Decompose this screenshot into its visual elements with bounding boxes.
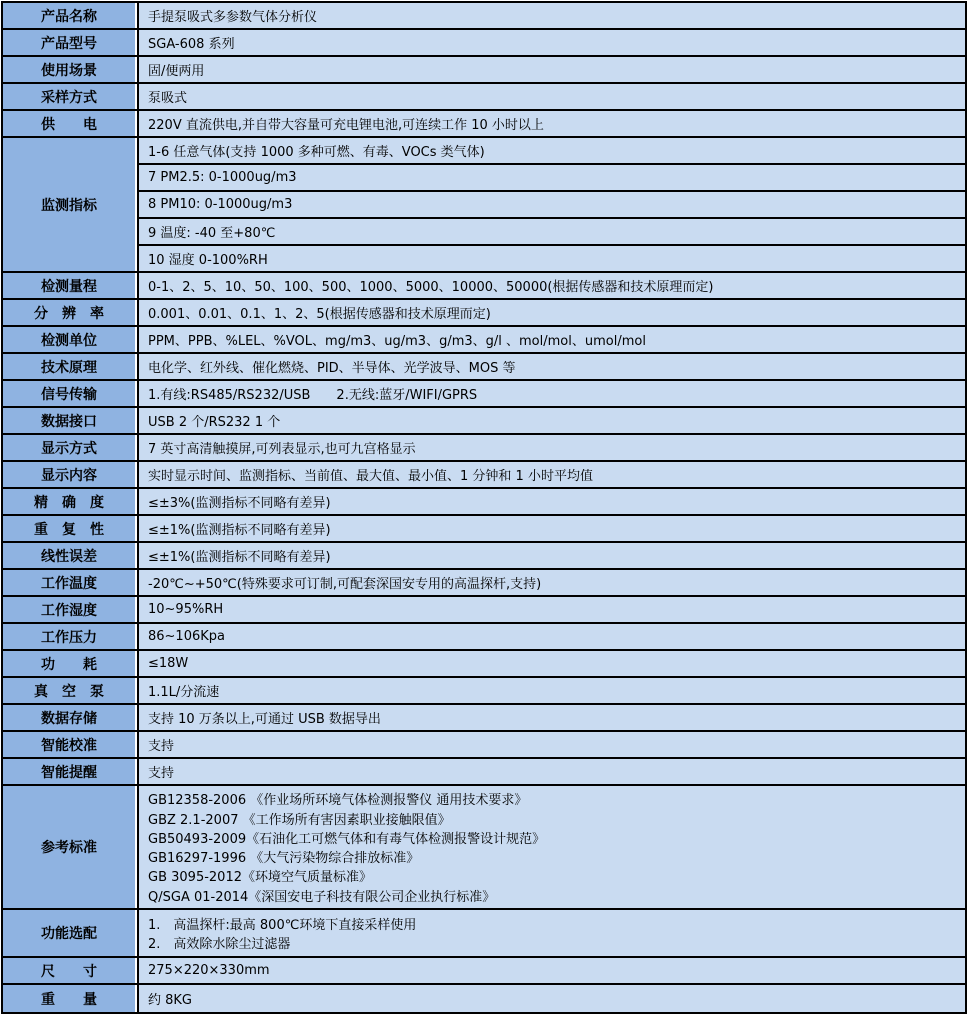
row-value: 支持 10 万条以上,可通过 USB 数据导出 <box>139 705 965 730</box>
row-label: 功能选配 <box>3 910 139 956</box>
row-value-line: GB50493-2009《石油化工可燃气体和有毒气体检测报警设计规范》 <box>148 831 546 847</box>
row-label: 检测单位 <box>3 327 139 352</box>
row-value: 7 英寸高清触摸屏,可列表显示,也可九宫格显示 <box>139 435 965 460</box>
row-label: 尺 寸 <box>3 958 139 983</box>
spec-row-signal-transmission <box>3 381 965 408</box>
row-label: 供 电 <box>3 111 139 136</box>
row-value: 泵吸式 <box>139 84 965 109</box>
row-label: 技术原理 <box>3 354 139 379</box>
row-label: 参考标准 <box>3 786 139 908</box>
row-value: 1.1L/分流速 <box>139 678 965 703</box>
row-label: 工作压力 <box>3 624 139 649</box>
row-value: SGA-608 系列 <box>139 30 965 55</box>
row-label: 重 量 <box>3 985 139 1012</box>
spec-row-accuracy <box>3 489 965 516</box>
spec-row-power-consumption <box>3 651 965 678</box>
row-label: 分 辨 率 <box>3 300 139 325</box>
row-value-line: GB16297-1996 《大气污染物综合排放标准》 <box>148 851 420 867</box>
spec-row-vacuum-pump <box>3 678 965 705</box>
row-value: 220V 直流供电,并自带大容量可充电锂电池,可连续工作 10 小时以上 <box>139 111 965 136</box>
row-label: 工作湿度 <box>3 597 139 622</box>
row-label: 功 耗 <box>3 651 139 676</box>
spec-row-smart-reminder <box>3 759 965 786</box>
row-value: 10~95%RH <box>139 597 965 622</box>
row-label: 重 复 性 <box>3 516 139 541</box>
row-label: 产品名称 <box>3 3 139 28</box>
row-label: 采样方式 <box>3 84 139 109</box>
row-value: ≤±1%(监测指标不同略有差异) <box>139 516 965 541</box>
row-value-lines <box>139 910 965 956</box>
spec-row-display-mode <box>3 435 965 462</box>
row-value-line: 2. 高效除水除尘过滤器 <box>148 937 291 953</box>
row-value-line: 10 湿度 0-100%RH <box>139 246 965 271</box>
row-value-line: 9 温度: -40 至+80℃ <box>139 219 965 246</box>
row-value-line: 8 PM10: 0-1000ug/m3 <box>139 192 965 219</box>
spec-row-product-name <box>3 3 965 30</box>
row-value-line: GB 3095-2012《环境空气质量标准》 <box>148 870 372 886</box>
row-value: -20℃~+50℃(特殊要求可订制,可配套深国安专用的高温探杆,支持) <box>139 570 965 595</box>
row-value-lines <box>139 786 965 908</box>
row-label: 信号传输 <box>3 381 139 406</box>
row-value: ≤18W <box>139 651 965 676</box>
row-value: 支持 <box>139 759 965 784</box>
row-label: 显示内容 <box>3 462 139 487</box>
row-label: 数据存储 <box>3 705 139 730</box>
row-value: 86~106Kpa <box>139 624 965 649</box>
spec-row-reference-standards <box>3 786 965 910</box>
row-value: PPM、PPB、%LEL、%VOL、mg/m3、ug/m3、g/m3、g/l 、mol/mol、umol/mol <box>139 327 965 352</box>
row-value: ≤±1%(监测指标不同略有差异) <box>139 543 965 568</box>
spec-row-linearity-error <box>3 543 965 570</box>
row-value-line: GBZ 2.1-2007 《工作场所有害因素职业接触限值》 <box>148 812 451 828</box>
row-value: 0-1、2、5、10、50、100、500、1000、5000、10000、50000(根据传感器和技术原理而定) <box>139 273 965 298</box>
row-value-line: 7 PM2.5: 0-1000ug/m3 <box>139 165 965 192</box>
spec-row-detection-unit <box>3 327 965 354</box>
spec-row-data-interface <box>3 408 965 435</box>
row-value: 固/便两用 <box>139 57 965 82</box>
row-label: 显示方式 <box>3 435 139 460</box>
row-value-line: GB12358-2006 《作业场所环境气体检测报警仪 通用技术要求》 <box>148 793 528 809</box>
row-label: 数据接口 <box>3 408 139 433</box>
spec-row-power-supply <box>3 111 965 138</box>
row-value-line: 1-6 任意气体(支持 1000 多种可燃、有毒、VOCs 类气体) <box>139 138 965 165</box>
row-value: 支持 <box>139 732 965 757</box>
spec-row-repeatability <box>3 516 965 543</box>
row-value: 1.有线:RS485/RS232/USB 2.无线:蓝牙/WIFI/GPRS <box>139 381 965 406</box>
row-value: 约 8KG <box>139 985 965 1012</box>
row-value: 0.001、0.01、0.1、1、2、5(根据传感器和技术原理而定) <box>139 300 965 325</box>
spec-row-weight <box>3 985 965 1012</box>
spec-row-technical-principle <box>3 354 965 381</box>
row-label: 监测指标 <box>3 138 139 271</box>
spec-row-resolution <box>3 300 965 327</box>
spec-row-dimensions <box>3 958 965 985</box>
row-value: 电化学、红外线、催化燃烧、PID、半导体、光学波导、MOS 等 <box>139 354 965 379</box>
spec-row-usage-scene <box>3 57 965 84</box>
row-value-line: Q/SGA 01-2014《深国安电子科技有限公司企业执行标准》 <box>148 889 496 905</box>
row-label: 智能提醒 <box>3 759 139 784</box>
monitor-indicator-subrows <box>139 138 965 271</box>
row-value: ≤±3%(监测指标不同略有差异) <box>139 489 965 514</box>
row-label: 工作温度 <box>3 570 139 595</box>
row-value: 275×220×330mm <box>139 958 965 983</box>
spec-row-sampling-method <box>3 84 965 111</box>
spec-row-display-content <box>3 462 965 489</box>
row-value: USB 2 个/RS232 1 个 <box>139 408 965 433</box>
row-label: 线性误差 <box>3 543 139 568</box>
spec-row-model <box>3 30 965 57</box>
spec-row-optional-functions <box>3 910 965 958</box>
row-label: 产品型号 <box>3 30 139 55</box>
row-value-line: 1. 高温探杆:最高 800℃环境下直接采样使用 <box>148 917 417 933</box>
row-label: 精 确 度 <box>3 489 139 514</box>
row-label: 智能校准 <box>3 732 139 757</box>
spec-row-monitor-indicators <box>3 138 965 273</box>
row-label: 检测量程 <box>3 273 139 298</box>
row-value: 手提泵吸式多参数气体分析仪 <box>139 3 965 28</box>
row-label: 使用场景 <box>3 57 139 82</box>
row-label: 真 空 泵 <box>3 678 139 703</box>
spec-row-detection-range <box>3 273 965 300</box>
spec-row-operating-humidity <box>3 597 965 624</box>
spec-row-operating-pressure <box>3 624 965 651</box>
row-value: 实时显示时间、监测指标、当前值、最大值、最小值、1 分钟和 1 小时平均值 <box>139 462 965 487</box>
spec-row-data-storage <box>3 705 965 732</box>
spec-table <box>1 1 967 1014</box>
spec-row-operating-temperature <box>3 570 965 597</box>
spec-row-smart-calibration <box>3 732 965 759</box>
